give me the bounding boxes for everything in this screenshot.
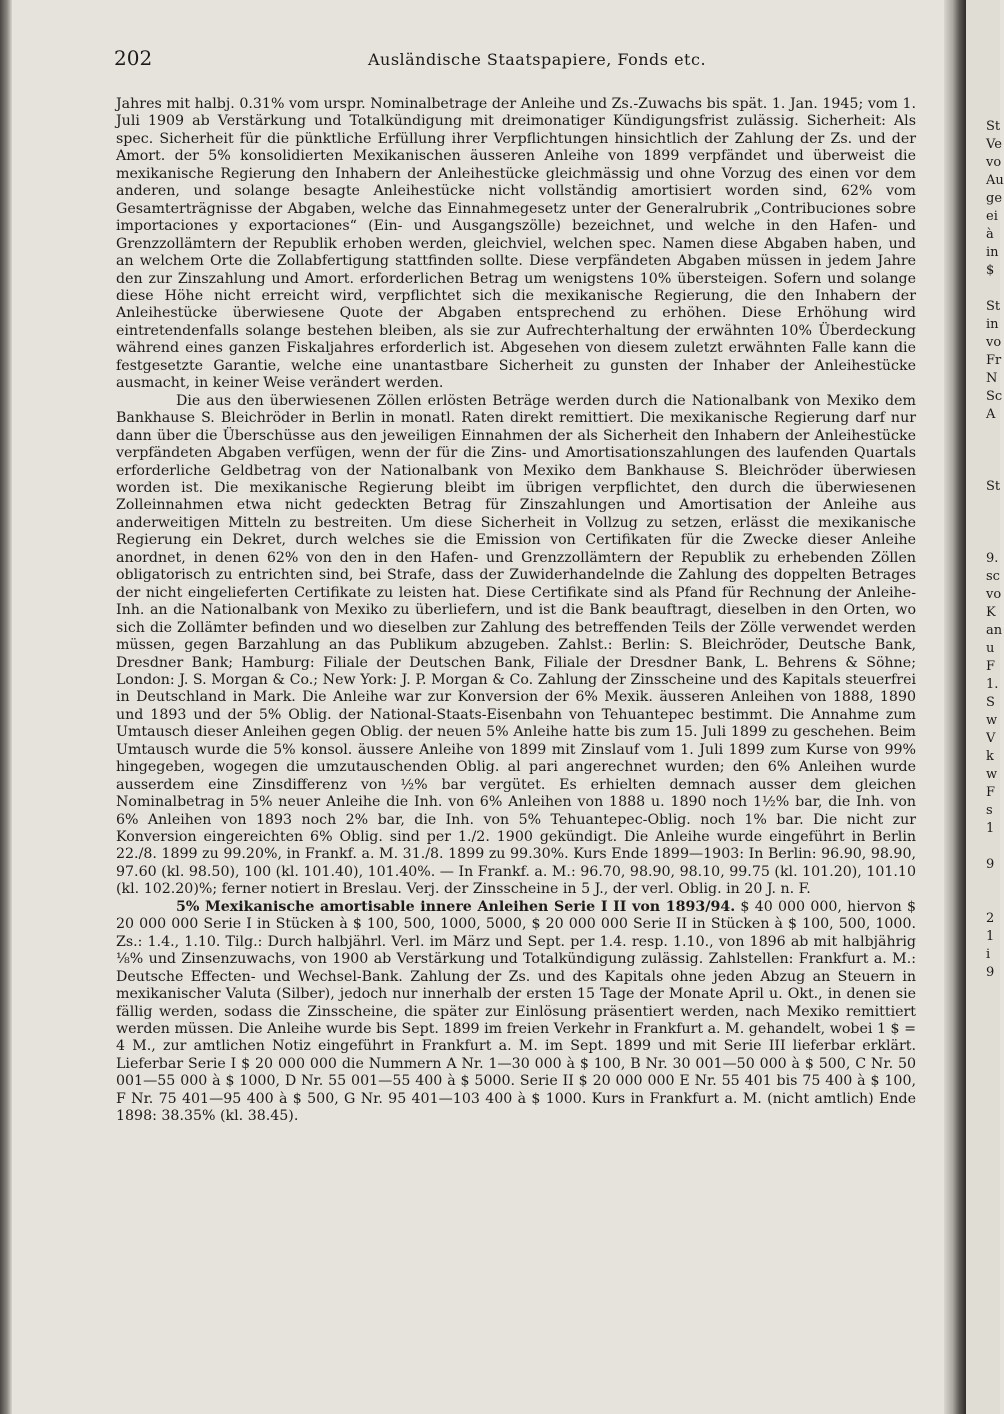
body-text (116, 96, 916, 1126)
book-page (100, 40, 917, 1380)
paragraph-security-terms: Jahres mit halbj. 0.31% vom urspr. Nominalbetrage der Anleihe und Zs.-Zuwachs bis spät. 1. Jan. 1945; vom 1. Juli 1909 ab Verstärkung und Totalkündigung mit dreimonatiger Kündigungsfrist zulässig. Sicherheit: Als spec. Sicherheit für die pünktliche Erfüllung ihrer Verpflichtungen hinsichtlich der Zahlung der Zs. und der Amort. der 5% konsolidierten Mexikanischen äusseren Anleihe von 1899 verpfändet und überweist die mexikanische Regierung den Inhabern der Anleihestücke gleichmässig und ohne Vorzug des einen vor dem anderen, und solange besagte Anleihestücke nicht vollständig amortisiert worden sind, 62% vom Gesamterträgnisse der Abgaben, welche das Einnahmegesetz unter der Generalrubrik „Contribuciones sobre importaciones y exportaciones“ (Ein- und Ausgangszölle) bezeichnet, und welche in den Hafen- und Grenzzollämtern der Republik erhoben werden, gleichviel, welchen spec. Namen diese Abgaben haben, und an welchem Orte die Zollabfertigung stattfinden sollte. Diese verpfändeten Abgaben müssen in jedem Jahre den zur Zinszahlung und Amort. erforderlichen Betrag um wenigstens 10% übersteigen. Sofern und solange diese Höhe nicht erreicht wird, verpflichtet sich die mexikanische Regierung, die den Inhabern der Anleihestücke überwiesene Quote der Abgaben entsprechend zu erhöhen. Diese Erhöhung wird eintretendenfalls solange bestehen bleiben, als sie zur Aufrechterhaltung der erwähnten 10% Überdeckung während eines ganzen Fiskaljahres erforderlich ist. Abgesehen von diesem zuletzt erwähnten Falle kann die festgesetzte Garantie, welche eine unantastbare Sicherheit zu gunsten der Inhaber der Anleihestücke ausmacht, in keiner Weise verändert werden. (116, 96, 916, 392)
running-title: Ausländische Staatspapiere, Fonds etc. (367, 50, 707, 69)
next-page-margin-text: St Ve vo Au ge ei à in $ St in vo Fr N Sc A St 9. sc vo K an u F 1. S w V k w F s 1 9 2 1 i 9 (986, 119, 1004, 980)
page-number: 202 (114, 46, 153, 70)
book-gutter (944, 0, 966, 1414)
paragraph-inner-loan (116, 899, 916, 1126)
loan-description: $ 40 000 000, hiervon $ 20 000 000 Serie I in Stücken à $ 100, 500, 1000, 5000, $ 20 000 000 Serie II in Stücken à $ 100, 500, 1000. Zs.: 1.4., 1.10. Tilg.: Durch halbjährl. Verl. im März und Sept. per 1.4. resp. 1.10., von 1896 ab mit halbjährig ⅛% und Zinsenzuwachs, von 1900 ab Verstärkung und Totalkündigung zulässig. Zahlstellen: Frankfurt a. M.: Deutsche Effecten- und Wechsel-Bank. Zahlung der Zs. und des Kapitals ohne jeden Abzug an Steuern in mexikanischer Valuta (Silber), jedoch nur innerhalb der ersten 15 Tage der Monate April u. Okt., in denen sie fällig werden, sodass die Zinsscheine, die später zur Einlösung präsentiert werden, nach Mexiko remittiert werden müssen. Die Anleihe wurde bis Sept. 1899 im freien Verkehr in Frankfurt a. M. gehandelt, wobei 1 $ = 4 M., zur amtlichen Notiz eingeführt in Frankfurt a. M. im Sept. 1899 und mit Serie III lieferbar erklärt. Lieferbar Serie I $ 20 000 000 die Nummern A Nr. 1—30 000 à $ 100, B Nr. 30 001—50 000 à $ 500, C Nr. 50 001—55 000 à $ 1000, D Nr. 55 001—55 400 à $ 5000. Serie II $ 20 000 000 E Nr. 55 401 bis 75 400 à $ 100, F Nr. 75 401—95 400 à $ 500, G Nr. 95 401—103 400 à $ 1000. Kurs in Frankfurt a. M. (nicht amtlich) Ende 1898: 38.35% (kl. 38.45). (116, 898, 917, 1125)
page-header (100, 40, 914, 80)
paragraph-customs-remittance: Die aus den überwiesenen Zöllen erlösten Beträge werden durch die Nationalbank von Mexiko dem Bankhause S. Bleichröder in Berlin in monatl. Raten direkt remittiert. Die mexikanische Regierung darf nur dann über die Überschüsse aus den jeweiligen Einnahmen der als Sicherheit den Inhabern der Anleihestücke verpfändeten Abgaben verfügen, wenn der für die Zins- und Amortisationszahlungen des laufenden Quartals erforderliche Geldbetrag von der Nationalbank von Mexiko dem Bankhause S. Bleichröder überwiesen worden ist. Die mexikanische Regierung bleibt im übrigen verpflichtet, den durch die überwiesenen Zolleinnahmen etwa nicht gedeckten Betrag für Zinszahlungen und Amortisation der Anleihe aus anderweitigen Mitteln zu bestreiten. Um diese Sicherheit in Vollzug zu setzen, erlässt die mexikanische Regierung ein Dekret, durch welches sie die Emission von Certifikaten für die Zwecke dieser Anleihe anordnet, in denen 62% von den in den Hafen- und Grenzzollämtern der Republik zu erhebenden Zöllen obligatorisch zu entrichten sind, bei Strafe, dass der Zuwiderhandelnde die Zahlung des doppelten Betrages der nicht eingelieferten Certifikate zu leisten hat. Diese Certifikate sind als Pfand für Rechnung der Anleihe-Inh. an die Nationalbank von Mexiko zu überliefern, und ist die Bank beauftragt, dieselben in den Orten, wo sich die Zollämter befinden und wo dieselben zur Zahlung des betreffenden Teils der Zölle verwendet werden müssen, gegen Barzahlung an das Publikum abzugeben. Zahlst.: Berlin: S. Bleichröder, Deutsche Bank, Dresdner Bank; Hamburg: Filiale der Deutschen Bank, Filiale der Dresdner Bank, L. Behrens & Söhne; London: J. S. Morgan & Co.; New York: J. P. Morgan & Co. Zahlung der Zinsscheine und des Kapitals steuerfrei in Deutschland in Mark. Die Anleihe war zur Konversion der 6% Mexik. äusseren Anleihen von 1888, 1890 und 1893 und der 5% Oblig. der National-Staats-Eisenbahn von Tehuantepec bestimmt. Die Annahme zum Umtausch dieser Anleihen gegen Oblig. der neuen 5% Anleihe hatte bis zum 15. Juli 1899 zu geschehen. Beim Umtausch wurde die 5% konsol. äussere Anleihe von 1899 mit Zinslauf vom 1. Juli 1899 zum Kurse von 99% hingegeben, wogegen die umzutauschenden Oblig. al pari angerechnet wurden; den 6% Anleihen wurde ausserdem eine Zinsdifferenz von ½% bar vergütet. Es erhielten demnach ausser dem gleichen Nominalbetrag in 5% neuer Anleihe die Inh. von 6% Anleihen von 1888 u. 1890 noch 1½% bar, die Inh. von 6% Anleihen von 1893 noch 2% bar, die Inh. von 5% Tehuantepec-Oblig. noch 1% bar. Die nicht zur Konversion eingereichten 6% Oblig. sind per 1./2. 1900 gekündigt. Die Anleihe wurde eingeführt in Berlin 22./8. 1899 zu 99.20%, in Frankf. a. M. 31./8. 1899 zu 99.30%. Kurs Ende 1899—1903: In Berlin: 96.90, 98.90, 97.60 (kl. 98.50), 100 (kl. 101.40), 101.40%. — In Frankf. a. M.: 96.70, 98.90, 98.10, 99.75 (kl. 101.20), 101.10 (kl. 102.20)%; ferner notiert in Breslau. Verj. der Zinsscheine in 5 J., der verl. Oblig. in 20 J. n. F. (116, 392, 916, 898)
scan-left-edge (0, 0, 12, 1414)
loan-heading: 5% Mexikanische amortisable innere Anleihen Serie I II von 1893/94. (176, 898, 736, 915)
